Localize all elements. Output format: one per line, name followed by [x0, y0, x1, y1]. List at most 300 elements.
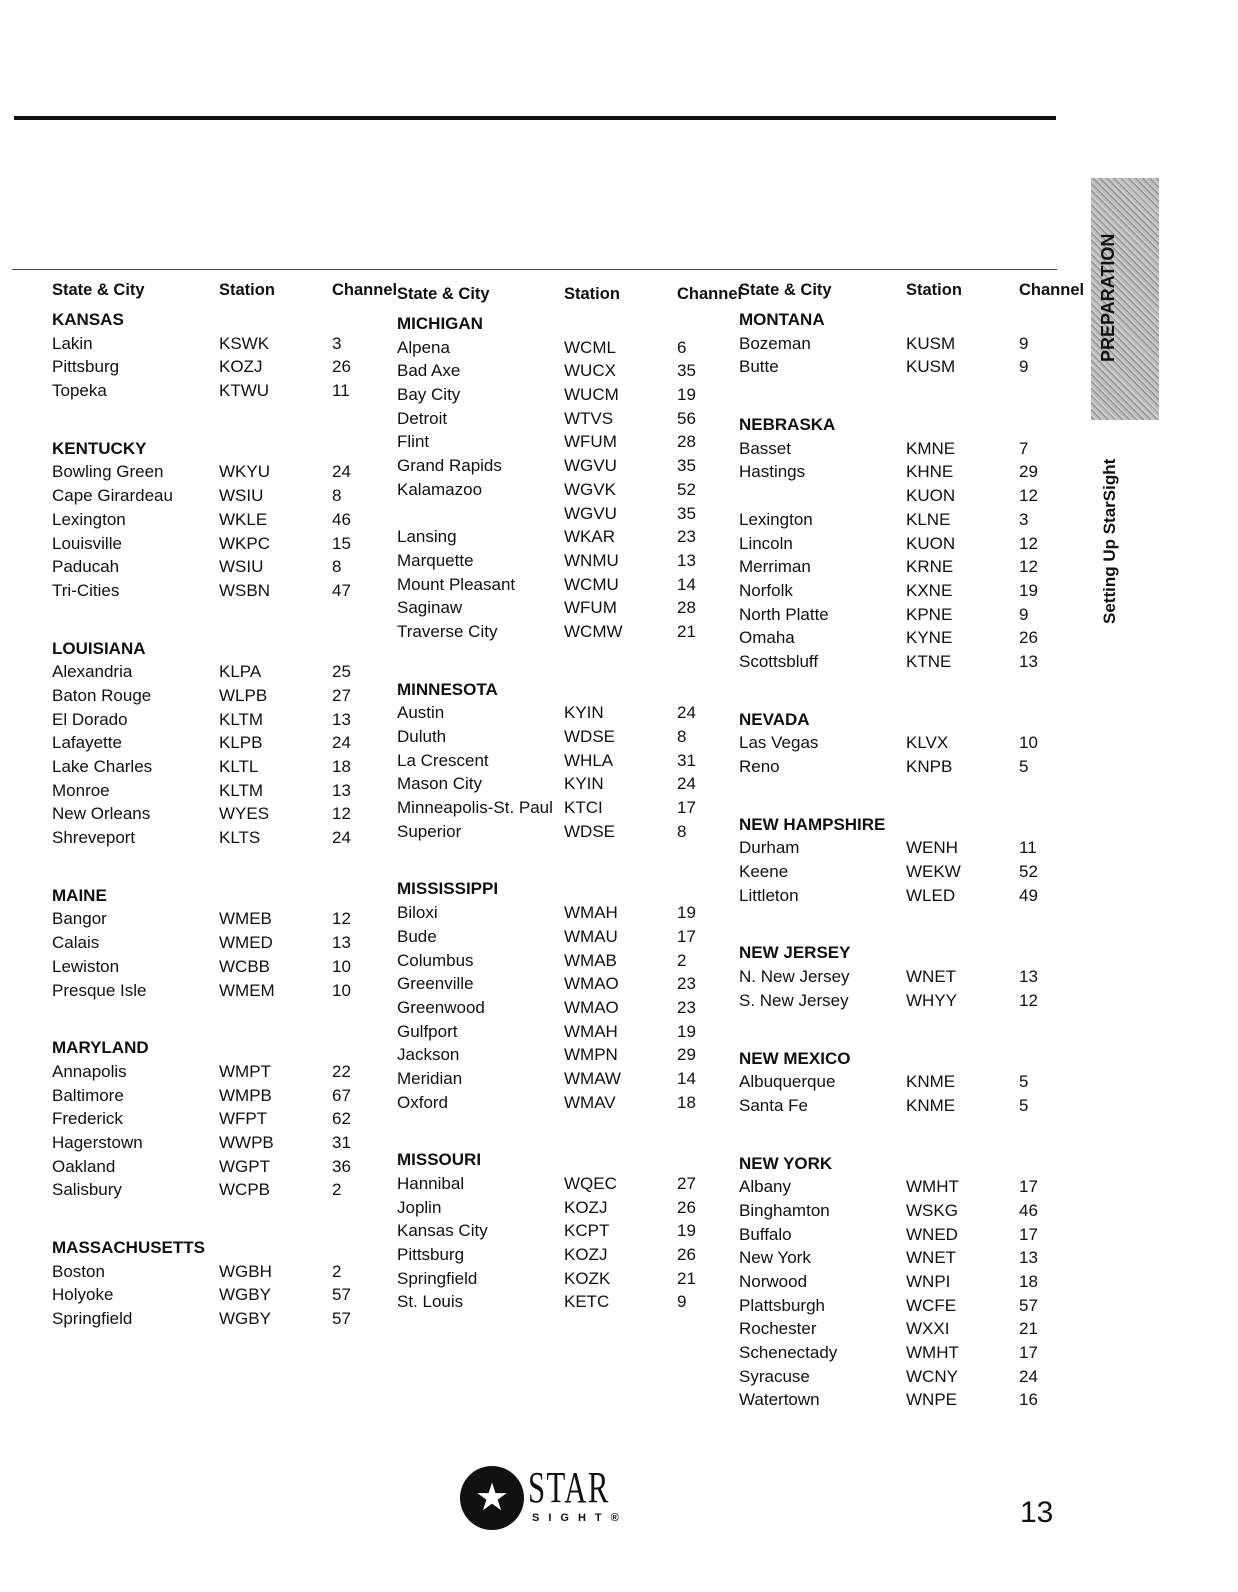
table-row	[52, 1283, 382, 1307]
channel: 26	[1019, 628, 1038, 648]
station: WGVU	[564, 456, 617, 476]
city: Albuquerque	[739, 1072, 836, 1092]
station: KHNE	[906, 462, 954, 482]
city: Alpena	[397, 337, 450, 357]
station: KXNE	[906, 580, 953, 600]
channel: 57	[332, 1309, 351, 1329]
city: Norwood	[739, 1272, 808, 1291]
channel: 2	[332, 1261, 342, 1281]
station: WNPE	[906, 1390, 957, 1410]
city: Springfield	[52, 1309, 133, 1329]
table-row	[52, 1178, 382, 1202]
city: Kansas City	[397, 1221, 488, 1241]
city: Minneapolis-St. Paul	[397, 798, 553, 818]
table-row	[52, 532, 382, 556]
city: Kalamazoo	[397, 479, 483, 499]
header-city: State & City	[739, 281, 832, 299]
channel: 31	[677, 750, 696, 770]
table-row	[397, 620, 727, 644]
table-row	[397, 925, 727, 949]
channel: 3	[1019, 509, 1029, 529]
table-row	[52, 1084, 382, 1108]
channel: 28	[677, 432, 696, 452]
station: WMAO	[564, 974, 619, 994]
city: Presque Isle	[52, 980, 147, 1000]
station: WMAW	[564, 1068, 621, 1088]
state-heading: MAINE	[52, 885, 107, 905]
city: Bad Axe	[397, 361, 461, 381]
city: S. New Jersey	[739, 990, 849, 1010]
city: Austin	[397, 703, 445, 723]
channel: 24	[332, 462, 351, 482]
city: Oakland	[52, 1156, 116, 1176]
channel: 35	[677, 456, 696, 476]
table-row	[397, 383, 727, 407]
station: KLTL	[219, 757, 259, 776]
station: KLNE	[906, 509, 951, 529]
city: Syracuse	[739, 1366, 810, 1386]
table-row	[739, 1223, 1069, 1247]
city: Lexington	[52, 509, 126, 529]
channel: 62	[332, 1109, 351, 1129]
city: Bangor	[52, 909, 107, 929]
city: Littleton	[739, 885, 799, 905]
header-channel: Channel	[1019, 281, 1085, 299]
station: KLTM	[219, 780, 264, 800]
city: Salisbury	[52, 1180, 122, 1200]
city: Marquette	[397, 550, 474, 570]
table-row	[52, 708, 382, 732]
table-row	[739, 884, 1069, 908]
city: El Dorado	[52, 709, 128, 729]
station: WCMW	[564, 621, 623, 641]
state-heading: NEVADA	[739, 709, 810, 729]
city: New Orleans	[52, 804, 151, 824]
city: Duluth	[397, 727, 447, 746]
table-row	[739, 860, 1069, 884]
station: WHYY	[906, 990, 957, 1010]
header-station: Station	[219, 281, 275, 299]
table-row	[52, 684, 382, 708]
channel: 19	[677, 385, 696, 405]
city: Topeka	[52, 381, 107, 401]
table-row	[739, 508, 1069, 532]
header-station: Station	[564, 285, 620, 303]
station: WCFE	[906, 1295, 957, 1315]
station: WXXI	[906, 1319, 950, 1339]
city: Jackson	[397, 1045, 460, 1065]
table-row	[739, 484, 1069, 508]
station: WMAV	[564, 1092, 616, 1112]
channel: 24	[332, 828, 351, 848]
table-row	[397, 1172, 727, 1196]
city: Annapolis	[52, 1061, 127, 1081]
station: KYIN	[564, 774, 604, 794]
station: KCPT	[564, 1221, 610, 1241]
table-row	[397, 525, 727, 549]
station: WUCX	[564, 361, 616, 381]
header-station: Station	[906, 281, 962, 299]
station: KTCI	[564, 798, 603, 818]
city: New York	[739, 1248, 811, 1268]
station: WHLA	[564, 750, 614, 770]
table-row	[739, 1094, 1069, 1118]
city: Mount Pleasant	[397, 574, 516, 594]
star-icon: ★	[460, 1466, 524, 1530]
station: WNMU	[564, 550, 619, 570]
logo-sub: SIGHT®	[532, 1512, 628, 1524]
city: Cape Girardeau	[52, 486, 173, 506]
station: KMNE	[906, 438, 956, 458]
station: KUON	[906, 486, 956, 506]
city: Saginaw	[397, 598, 463, 618]
station: KTWU	[219, 381, 270, 401]
chapter-label: Setting Up StarSight	[1100, 458, 1119, 624]
header-city: State & City	[52, 281, 145, 299]
city: Rochester	[739, 1319, 817, 1339]
city: La Crescent	[397, 750, 489, 770]
channel: 12	[1019, 557, 1038, 577]
station: KUSM	[906, 333, 956, 353]
channel: 13	[332, 780, 351, 800]
table-row	[739, 603, 1069, 627]
channel: 13	[332, 709, 351, 729]
city: Calais	[52, 933, 100, 953]
channel: 9	[1019, 357, 1029, 377]
section-tab-label: PREPARATION	[1098, 233, 1118, 362]
table-row	[397, 796, 727, 820]
channel: 17	[1019, 1224, 1038, 1244]
city: Baton Rouge	[52, 685, 152, 705]
station: WNET	[906, 1248, 957, 1268]
channel: 22	[332, 1061, 351, 1081]
station: WSBN	[219, 580, 270, 600]
table-row	[739, 1341, 1069, 1365]
city: Binghamton	[739, 1200, 830, 1220]
channel: 5	[1019, 1095, 1029, 1115]
channel: 57	[1019, 1295, 1038, 1315]
station: KOZK	[564, 1268, 611, 1288]
city: Columbus	[397, 950, 474, 970]
city: Joplin	[397, 1197, 442, 1217]
table-row	[52, 555, 382, 579]
city: Pittsburg	[397, 1245, 465, 1265]
city: Keene	[739, 862, 789, 882]
station-column-2	[397, 282, 743, 1314]
station: KLPB	[219, 733, 263, 753]
table-row	[52, 979, 382, 1003]
station: WCPB	[219, 1180, 270, 1200]
table-row	[52, 755, 382, 779]
station: WMHT	[906, 1343, 959, 1363]
station: WKAR	[564, 527, 615, 547]
table-row	[52, 660, 382, 684]
channel: 17	[677, 798, 696, 818]
city: Bowling Green	[52, 462, 164, 482]
channel: 12	[1019, 533, 1038, 553]
station: WNPI	[906, 1272, 951, 1291]
table-row	[397, 1290, 727, 1314]
channel: 7	[1019, 438, 1029, 458]
table-row	[397, 1020, 727, 1044]
table-row	[397, 430, 727, 454]
station: KPNE	[906, 604, 953, 624]
station: KLPA	[219, 662, 262, 682]
channel: 19	[1019, 580, 1038, 600]
column-header	[739, 278, 1085, 302]
city: Detroit	[397, 408, 448, 428]
table-row	[739, 355, 1069, 379]
state-heading: MONTANA	[739, 310, 825, 329]
channel: 13	[1019, 967, 1038, 987]
station: WMPN	[564, 1045, 618, 1065]
city: Durham	[739, 838, 800, 858]
city: Lakin	[52, 333, 93, 353]
channel: 52	[1019, 862, 1038, 882]
channel: 67	[332, 1085, 351, 1105]
city: Albany	[739, 1177, 791, 1197]
table-row	[397, 336, 727, 360]
state-heading: NEW MEXICO	[739, 1048, 851, 1068]
starsight-logo	[460, 1463, 628, 1536]
station: WMAH	[564, 1021, 618, 1041]
city: Frederick	[52, 1109, 123, 1129]
table-row	[52, 907, 382, 931]
table-row	[739, 1365, 1069, 1389]
table-row	[52, 484, 382, 508]
city: Norfolk	[739, 580, 793, 600]
channel: 13	[1019, 1248, 1038, 1268]
channel: 18	[1019, 1272, 1038, 1291]
city: Las Vegas	[739, 733, 819, 753]
table-row	[52, 1307, 382, 1331]
station: WDSE	[564, 727, 615, 746]
city: Santa Fe	[739, 1095, 808, 1115]
state-heading: NEW YORK	[739, 1153, 833, 1173]
channel: 9	[1019, 604, 1029, 624]
city: Springfield	[397, 1268, 478, 1288]
channel: 36	[332, 1156, 351, 1176]
city: Lansing	[397, 527, 457, 547]
table-row	[52, 579, 382, 603]
city: Lake Charles	[52, 757, 153, 776]
station: WFUM	[564, 432, 617, 452]
table-row	[739, 555, 1069, 579]
table-row	[739, 460, 1069, 484]
station: WGPT	[219, 1156, 270, 1176]
channel: 9	[677, 1292, 687, 1312]
logo-word: STAR	[528, 1463, 610, 1512]
table-row	[739, 626, 1069, 650]
city: Gulfport	[397, 1021, 458, 1041]
channel: 15	[332, 533, 351, 553]
city: Merriman	[739, 557, 811, 577]
table-row	[397, 949, 727, 973]
city: Butte	[739, 357, 779, 377]
channel: 11	[1019, 838, 1037, 858]
channel: 9	[1019, 333, 1029, 353]
table-row	[397, 407, 727, 431]
city: Mason City	[397, 774, 483, 794]
station: WMPT	[219, 1061, 271, 1081]
channel: 19	[677, 1021, 696, 1041]
table-row	[52, 460, 382, 484]
table-row	[739, 1317, 1069, 1341]
table-row	[739, 332, 1069, 356]
table-row	[397, 454, 727, 478]
state-heading: MARYLAND	[52, 1038, 149, 1058]
column-header	[52, 278, 398, 302]
channel: 8	[332, 557, 342, 577]
table-row	[52, 779, 382, 803]
table-row	[52, 1260, 382, 1284]
channel: 5	[1019, 1072, 1029, 1092]
channel: 17	[677, 926, 696, 946]
table-row	[739, 1388, 1069, 1412]
station: WUCM	[564, 385, 619, 405]
station: WQEC	[564, 1174, 617, 1193]
table-row	[397, 725, 727, 749]
station: WNED	[906, 1224, 958, 1244]
table-row	[397, 596, 727, 620]
column-header	[397, 282, 743, 306]
table-row	[739, 1270, 1069, 1294]
state-heading: MISSISSIPPI	[397, 879, 499, 899]
table-row	[739, 1246, 1069, 1270]
station: WMAU	[564, 926, 618, 946]
table-row	[397, 749, 727, 773]
city: Biloxi	[397, 903, 438, 923]
table-row	[397, 502, 727, 526]
channel: 24	[1019, 1366, 1038, 1386]
channel: 17	[1019, 1343, 1038, 1363]
station: KNPB	[906, 757, 953, 776]
channel: 2	[332, 1180, 342, 1200]
table-row	[397, 549, 727, 573]
channel: 12	[332, 909, 351, 929]
station: WMHT	[906, 1177, 959, 1197]
table-row	[739, 755, 1069, 779]
channel: 23	[677, 997, 696, 1017]
station: KYIN	[564, 703, 604, 723]
station: WGVK	[564, 479, 616, 499]
channel: 24	[677, 703, 696, 723]
station: KUON	[906, 533, 956, 553]
channel: 26	[332, 357, 351, 377]
station-column-1	[52, 278, 398, 1331]
table-row	[739, 532, 1069, 556]
table-row	[52, 731, 382, 755]
station: WMED	[219, 933, 273, 953]
station: WGBY	[219, 1309, 271, 1329]
table-row	[397, 573, 727, 597]
table-row	[397, 996, 727, 1020]
channel: 31	[332, 1132, 351, 1152]
table-row	[397, 1267, 727, 1291]
city: Lincoln	[739, 533, 793, 553]
station: WWPB	[219, 1132, 274, 1152]
table-row	[739, 836, 1069, 860]
station: WYES	[219, 804, 270, 824]
station: KTNE	[906, 651, 952, 671]
table-row	[52, 826, 382, 850]
city: North Platte	[739, 604, 829, 624]
table-row	[397, 1067, 727, 1091]
channel: 5	[1019, 757, 1029, 776]
station: WCML	[564, 337, 616, 357]
station: WCMU	[564, 574, 619, 594]
station: WLPB	[219, 685, 268, 705]
table-row	[397, 1196, 727, 1220]
page-number: 13	[1020, 1496, 1054, 1529]
channel: 17	[1019, 1177, 1038, 1197]
table-row	[52, 355, 382, 379]
station: WFPT	[219, 1109, 268, 1129]
state-heading: MINNESOTA	[397, 679, 498, 699]
channel: 12	[1019, 486, 1038, 506]
channel: 3	[332, 333, 342, 353]
station: KNME	[906, 1072, 956, 1092]
channel: 29	[677, 1045, 696, 1065]
city: Shreveport	[52, 828, 136, 848]
table-row	[739, 1175, 1069, 1199]
station: WMAO	[564, 997, 619, 1017]
state-heading: NEW JERSEY	[739, 943, 851, 963]
station: KOZJ	[219, 357, 263, 377]
city: Plattsburgh	[739, 1295, 825, 1315]
state-heading: NEBRASKA	[739, 415, 836, 435]
city: Baltimore	[52, 1085, 124, 1105]
channel: 26	[677, 1245, 696, 1265]
city: Omaha	[739, 628, 795, 648]
city: Reno	[739, 757, 780, 776]
channel: 8	[677, 821, 687, 841]
table-row	[52, 1155, 382, 1179]
city: Bude	[397, 926, 437, 946]
channel: 21	[677, 1268, 696, 1288]
station: KLVX	[906, 733, 949, 753]
channel: 10	[1019, 733, 1038, 753]
city: Lewiston	[52, 956, 120, 976]
table-row	[397, 1243, 727, 1267]
channel: 14	[677, 574, 696, 594]
state-heading: KENTUCKY	[52, 438, 147, 458]
city: Buffalo	[739, 1224, 792, 1244]
station: KUSM	[906, 357, 956, 377]
channel: 23	[677, 527, 696, 547]
city: Watertown	[739, 1390, 820, 1410]
channel: 6	[677, 337, 687, 357]
channel: 56	[677, 408, 696, 428]
channel: 8	[677, 727, 687, 746]
station: WKLE	[219, 509, 268, 529]
channel: 57	[332, 1285, 351, 1305]
station: KRNE	[906, 557, 954, 577]
table-row	[739, 1199, 1069, 1223]
station: WMEB	[219, 909, 272, 929]
city: Bay City	[397, 385, 461, 405]
channel: 10	[332, 980, 351, 1000]
station: WDSE	[564, 821, 615, 841]
city: Meridian	[397, 1068, 463, 1088]
station: WCBB	[219, 956, 270, 976]
city: Bozeman	[739, 333, 811, 353]
table-row	[397, 972, 727, 996]
channel: 25	[332, 662, 351, 682]
city: Basset	[739, 438, 791, 458]
channel: 27	[677, 1174, 696, 1193]
table-row	[52, 931, 382, 955]
